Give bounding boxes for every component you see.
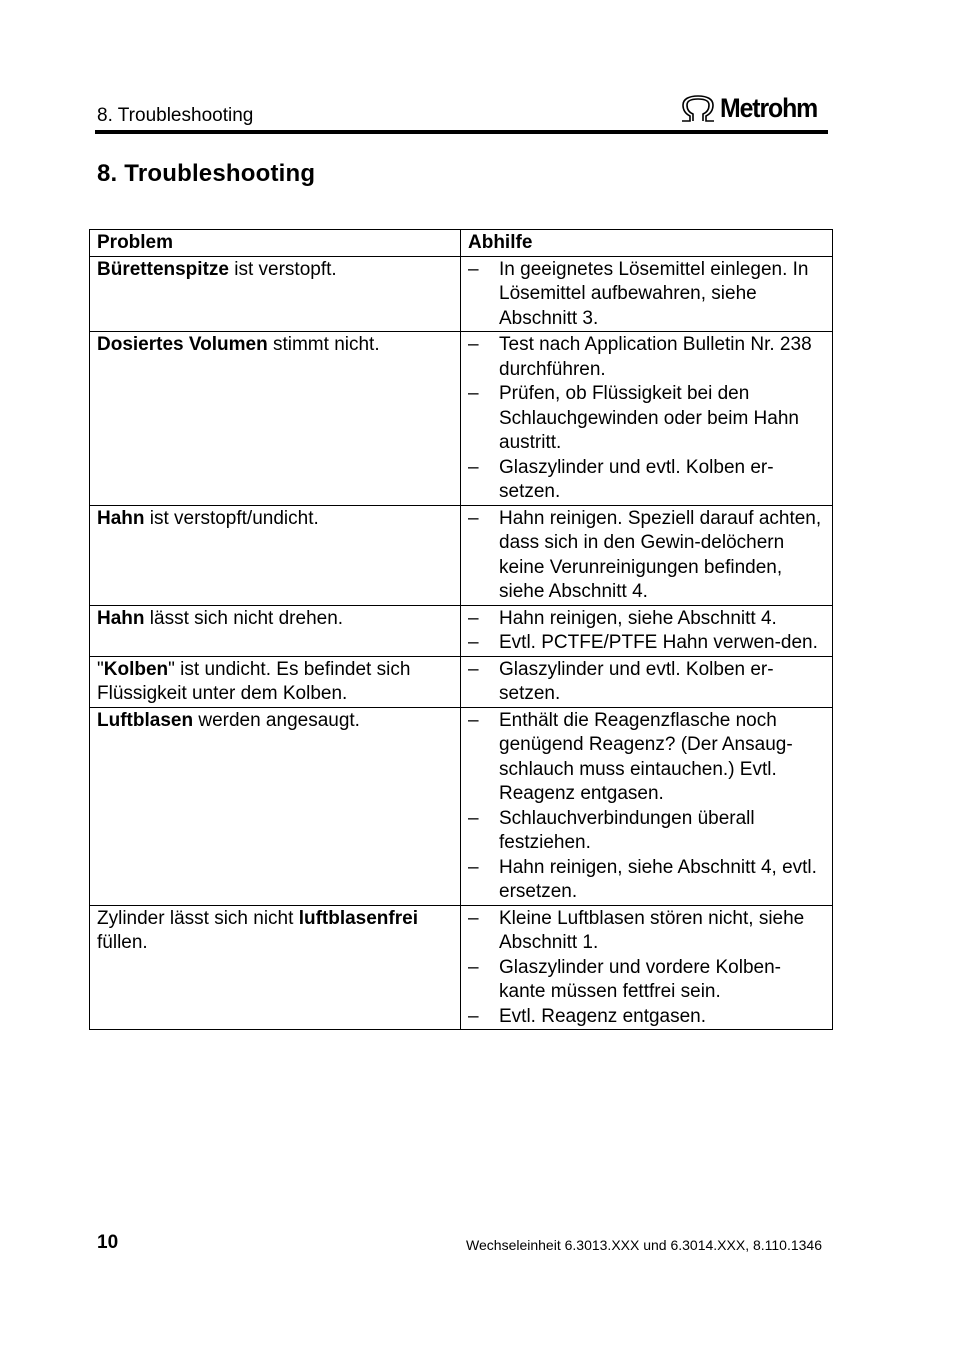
problem-suffix: lässt sich nicht drehen. bbox=[144, 607, 344, 629]
remedy-text: Prüfen, ob Flüssigkeit bei den Schlauchgewinden oder beim Hahn austritt. bbox=[499, 383, 799, 453]
list-item bbox=[468, 258, 825, 332]
remedy-cell bbox=[461, 256, 833, 332]
remedy-text: Evtl. Reagenz entgasen. bbox=[499, 1005, 707, 1027]
problem-suffix: ist verstopft/undicht. bbox=[144, 507, 319, 529]
bullet-dash: – bbox=[468, 956, 479, 978]
problem-keyword: Dosiertes Volumen bbox=[97, 334, 268, 355]
problem-keyword: Hahn bbox=[97, 507, 145, 529]
bullet-dash: – bbox=[468, 383, 479, 404]
bullet-dash: – bbox=[468, 709, 479, 731]
list-item bbox=[468, 956, 825, 1005]
remedy-list bbox=[468, 258, 825, 332]
problem-suffix: " ist undicht. Es befindet sich Flüssigkeit unter dem Kolben. bbox=[97, 658, 411, 704]
table-header-row bbox=[90, 230, 833, 257]
list-item bbox=[468, 382, 825, 456]
problem-keyword: Kolben bbox=[103, 658, 169, 680]
problem-suffix: füllen. bbox=[97, 932, 148, 953]
remedy-cell bbox=[461, 505, 833, 605]
remedy-text: Hahn reinigen. Speziell darauf achten, dass sich in den Gewin-delöchern keine Verunreinigungen befinden, siehe Abschnitt 4. bbox=[499, 507, 822, 602]
remedy-text: Glaszylinder und vordere Kolben-kante müssen fettfrei sein. bbox=[499, 956, 781, 1002]
bullet-dash: – bbox=[468, 258, 479, 280]
remedy-text: Enthält die Reagenzflasche noch genügend Reagenz? (Der Ansaug-schlauch muss eintauchen.) Evtl. Reagenz entgasen. bbox=[499, 709, 793, 804]
remedy-cell bbox=[461, 605, 833, 656]
bullet-dash: – bbox=[468, 507, 479, 529]
list-item bbox=[468, 333, 825, 382]
page-number: 10 bbox=[97, 1232, 119, 1253]
table-row bbox=[90, 332, 833, 506]
list-item bbox=[468, 631, 825, 656]
list-item bbox=[468, 507, 825, 605]
page-title: 8. Troubleshooting bbox=[97, 160, 316, 187]
table-row bbox=[90, 905, 833, 1030]
bullet-dash: – bbox=[468, 907, 479, 929]
remedy-text: Test nach Application Bulletin Nr. 238 durchführen. bbox=[499, 334, 812, 380]
bullet-dash: – bbox=[468, 856, 479, 878]
problem-prefix: Zylinder lässt sich nicht bbox=[97, 907, 299, 929]
problem-suffix: stimmt nicht. bbox=[267, 334, 380, 355]
remedy-text: Hahn reinigen, siehe Abschnitt 4, evtl. ersetzen. bbox=[499, 856, 817, 902]
table-row bbox=[90, 656, 833, 707]
column-header-problem: Problem bbox=[90, 230, 461, 257]
list-item bbox=[468, 856, 825, 905]
problem-prefix: " bbox=[97, 658, 104, 680]
problem-keyword: Luftblasen bbox=[97, 709, 194, 731]
bullet-dash: – bbox=[468, 807, 479, 829]
remedy-text: Evtl. PCTFE/PTFE Hahn verwen-den. bbox=[499, 632, 818, 653]
list-item bbox=[468, 456, 825, 505]
bullet-dash: – bbox=[468, 658, 479, 680]
table-row bbox=[90, 707, 833, 905]
problem-keyword: Hahn bbox=[97, 607, 145, 629]
problem-cell bbox=[90, 707, 461, 905]
logo-text: Metrohm bbox=[720, 93, 818, 123]
table-row bbox=[90, 605, 833, 656]
metrohm-logo bbox=[680, 93, 826, 123]
problem-cell bbox=[90, 656, 461, 707]
list-item bbox=[468, 807, 825, 856]
list-item bbox=[468, 658, 825, 707]
list-item bbox=[468, 709, 825, 807]
remedy-list bbox=[468, 607, 825, 656]
problem-suffix: ist verstopft. bbox=[228, 258, 337, 280]
list-item bbox=[468, 1005, 825, 1030]
remedy-cell bbox=[461, 905, 833, 1030]
problem-cell bbox=[90, 256, 461, 332]
bullet-dash: – bbox=[468, 607, 479, 629]
remedy-text: Glaszylinder und evtl. Kolben er-setzen. bbox=[499, 456, 774, 502]
problem-cell bbox=[90, 905, 461, 1030]
remedy-text: In geeignetes Lösemittel einlegen. In Lösemittel aufbewahren, siehe Abschnitt 3. bbox=[499, 258, 809, 329]
problem-cell bbox=[90, 332, 461, 506]
remedy-list bbox=[468, 658, 825, 707]
omega-logo-icon bbox=[680, 95, 716, 123]
remedy-cell bbox=[461, 332, 833, 506]
column-header-abhilfe: Abhilfe bbox=[461, 230, 833, 257]
remedy-text: Schlauchverbindungen überall festziehen. bbox=[499, 807, 755, 853]
header-rule bbox=[95, 130, 828, 134]
bullet-dash: – bbox=[468, 456, 479, 478]
problem-cell bbox=[90, 505, 461, 605]
remedy-cell bbox=[461, 707, 833, 905]
remedy-list bbox=[468, 907, 825, 1030]
remedy-list bbox=[468, 333, 825, 505]
footer-doc-info: Wechseleinheit 6.3013.XXX und 6.3014.XXX, 8.110.1346 bbox=[466, 1237, 822, 1253]
table-row bbox=[90, 505, 833, 605]
list-item bbox=[468, 607, 825, 632]
problem-keyword: luftblasenfrei bbox=[298, 907, 418, 929]
bullet-dash: – bbox=[468, 1005, 479, 1027]
remedy-text: Hahn reinigen, siehe Abschnitt 4. bbox=[499, 607, 777, 629]
list-item bbox=[468, 907, 825, 956]
table-row bbox=[90, 256, 833, 332]
remedy-list bbox=[468, 709, 825, 905]
problem-cell bbox=[90, 605, 461, 656]
remedy-cell bbox=[461, 656, 833, 707]
running-header: 8. Troubleshooting bbox=[97, 105, 254, 126]
problem-suffix: werden angesaugt. bbox=[193, 709, 360, 731]
remedy-text: Kleine Luftblasen stören nicht, siehe Abschnitt 1. bbox=[499, 907, 805, 953]
problem-keyword: Bürettenspitze bbox=[97, 258, 229, 280]
bullet-dash: – bbox=[468, 334, 479, 355]
bullet-dash: – bbox=[468, 632, 479, 653]
troubleshooting-table bbox=[89, 229, 833, 1030]
remedy-list bbox=[468, 507, 825, 605]
remedy-text: Glaszylinder und evtl. Kolben er-setzen. bbox=[499, 658, 774, 704]
